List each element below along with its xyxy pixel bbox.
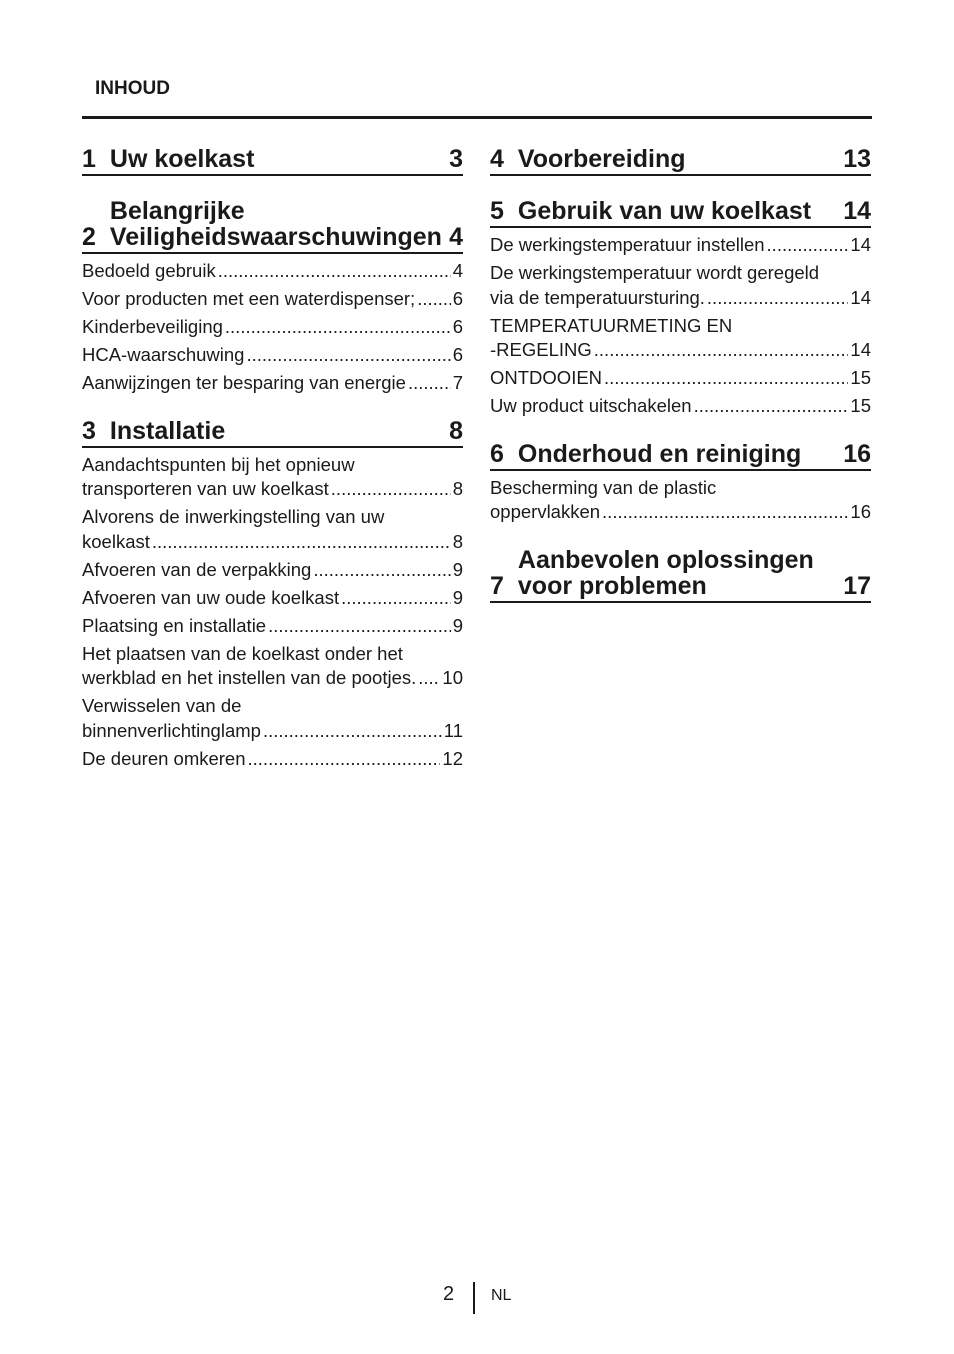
- section-page: 16: [843, 439, 871, 468]
- entry-page: 14: [850, 286, 871, 308]
- section-page: 13: [843, 145, 871, 173]
- entry-last-line: [82, 343, 463, 368]
- entry-line: Aandachtspunten bij het opnieuw: [82, 453, 355, 475]
- entry-text: Afvoeren van de verpakking: [82, 558, 312, 580]
- entry-last-line: [82, 719, 463, 744]
- entry-page: 15: [850, 395, 871, 416]
- entry-last-line: [82, 666, 463, 691]
- section-title: Installatie: [109, 416, 226, 445]
- entry-page: 4: [452, 260, 463, 281]
- leader-dots: [604, 366, 848, 391]
- toc-entry[interactable]: [82, 505, 463, 554]
- leader-dots: [594, 338, 849, 363]
- toc-section: [82, 198, 463, 396]
- entry-page: 6: [452, 288, 463, 309]
- entry-line: Verwisselen van de: [82, 695, 242, 716]
- entry-last-line: [82, 614, 463, 639]
- entry-line: Het plaatsen van de koelkast onder het: [82, 642, 403, 664]
- toc-section: [490, 146, 871, 176]
- page-number: 2: [443, 1283, 455, 1305]
- entry-text: werkblad en het instellen van de pootjes.: [82, 667, 417, 688]
- entry-text: koelkast: [82, 530, 150, 552]
- toc-entry[interactable]: [490, 233, 871, 258]
- entry-last-line: [490, 338, 871, 363]
- entry-line: TEMPERATUURMETING EN: [490, 314, 733, 336]
- entry-page: 9: [452, 558, 463, 580]
- entry-last-line: [490, 366, 871, 391]
- entry-last-line: [82, 747, 463, 772]
- entry-page: 8: [452, 530, 463, 552]
- entry-last-line: [82, 586, 463, 611]
- section-title: Belangrijke Veiligheidswaarschuwingen: [109, 197, 442, 251]
- toc-entry[interactable]: [490, 476, 871, 525]
- entry-text: Kinderbeveiliging: [82, 316, 223, 337]
- section-heading[interactable]: [82, 146, 463, 176]
- toc-entry[interactable]: [490, 366, 871, 391]
- footer-divider: [473, 1282, 475, 1314]
- toc-entry[interactable]: [490, 394, 871, 419]
- entry-text: Afvoeren van uw oude koelkast: [82, 586, 340, 608]
- section-heading[interactable]: [82, 418, 463, 448]
- section-number: 7: [490, 571, 504, 600]
- toc-section: [82, 146, 463, 176]
- entry-last-line: [82, 371, 463, 396]
- toc-entry[interactable]: [82, 315, 463, 340]
- toc-column-left: [82, 146, 463, 793]
- leader-dots: [767, 233, 849, 258]
- toc-entry[interactable]: [82, 343, 463, 368]
- toc-entry[interactable]: [82, 558, 463, 583]
- toc-entry[interactable]: [82, 694, 463, 743]
- entry-text: oppervlakken: [490, 501, 601, 522]
- leader-dots: [417, 287, 451, 312]
- leader-dots: [418, 666, 440, 691]
- entry-page: 14: [850, 339, 871, 360]
- toc-entry[interactable]: [82, 747, 463, 772]
- toc-section: [490, 547, 871, 603]
- language-code: NL: [491, 1287, 512, 1304]
- leader-dots: [152, 530, 451, 555]
- entry-last-line: [490, 233, 871, 258]
- entry-page: 9: [452, 586, 463, 608]
- section-heading[interactable]: [82, 198, 463, 254]
- entry-text: De deuren omkeren: [82, 747, 246, 769]
- leader-dots: [225, 315, 451, 340]
- section-title: Gebruik van uw koelkast: [517, 197, 812, 225]
- entry-page: 15: [850, 367, 871, 388]
- leader-dots: [341, 586, 451, 611]
- section-number: 2: [82, 223, 96, 251]
- toc-entry[interactable]: [490, 261, 871, 310]
- toc-entry[interactable]: [82, 259, 463, 284]
- entry-text: transporteren van uw koelkast: [82, 478, 329, 499]
- section-number: 3: [82, 416, 96, 445]
- entry-text: ONTDOOIEN: [490, 367, 603, 388]
- toc-entry[interactable]: [82, 642, 463, 691]
- entry-text: binnenverlichtinglamp: [82, 719, 261, 741]
- entry-last-line: [82, 315, 463, 340]
- leader-dots: [248, 747, 441, 772]
- toc-entry[interactable]: [82, 614, 463, 639]
- toc-entry[interactable]: [82, 371, 463, 396]
- entry-page: 6: [452, 344, 463, 365]
- leader-dots: [331, 477, 451, 502]
- leader-dots: [268, 614, 451, 639]
- entry-last-line: [490, 394, 871, 419]
- section-page: 4: [449, 223, 463, 251]
- entry-last-line: [82, 530, 463, 555]
- leader-dots: [707, 286, 849, 311]
- section-number: 1: [82, 145, 96, 173]
- toc-section: [82, 418, 463, 772]
- section-title: Uw koelkast: [109, 145, 255, 173]
- section-title: Voorbereiding: [517, 145, 686, 173]
- entry-page: 12: [442, 747, 463, 769]
- section-page: 14: [843, 197, 871, 225]
- entry-last-line: [82, 558, 463, 583]
- entry-page: 9: [452, 614, 463, 636]
- section-page: 8: [449, 416, 463, 445]
- section-heading[interactable]: [490, 547, 871, 603]
- entry-page: 8: [452, 478, 463, 499]
- section-title: Aanbevolen oplossingen voor problemen: [517, 545, 814, 600]
- section-number: 5: [490, 197, 504, 225]
- entry-text: via de temperatuursturing.: [490, 286, 705, 308]
- toc-entry[interactable]: [82, 586, 463, 611]
- leader-dots: [263, 719, 442, 744]
- leader-dots: [602, 500, 848, 525]
- section-heading[interactable]: [490, 198, 871, 228]
- section-title: Onderhoud en reiniging: [517, 439, 802, 468]
- toc-section: [490, 441, 871, 525]
- entry-last-line: [82, 259, 463, 284]
- entry-text: Voor producten met een waterdispenser;: [82, 288, 416, 309]
- entry-text: De werkingstemperatuur instellen: [490, 234, 765, 255]
- entry-page: 14: [850, 234, 871, 255]
- entry-line: Bescherming van de plastic: [490, 476, 717, 498]
- toc-section: [490, 198, 871, 419]
- entry-page: 7: [452, 372, 463, 393]
- entry-last-line: [82, 477, 463, 502]
- entry-page: 10: [442, 667, 463, 688]
- leader-dots: [218, 259, 451, 284]
- leader-dots: [313, 558, 450, 583]
- entry-text: HCA-waarschuwing: [82, 344, 245, 365]
- section-number: 6: [490, 439, 504, 468]
- leader-dots: [246, 343, 450, 368]
- header-rule: [82, 116, 872, 119]
- toc-entry[interactable]: [82, 453, 463, 502]
- toc-entry[interactable]: [490, 314, 871, 363]
- entry-text: Plaatsing en installatie: [82, 614, 267, 636]
- leader-dots: [694, 394, 849, 419]
- section-heading[interactable]: [490, 146, 871, 176]
- toc-column-right: [490, 146, 871, 625]
- entry-page: 11: [443, 719, 463, 741]
- entry-text: -REGELING: [490, 339, 592, 360]
- entry-line: De werkingstemperatuur wordt geregeld: [490, 262, 820, 283]
- toc-entry[interactable]: [82, 287, 463, 312]
- entry-page: 16: [850, 501, 871, 522]
- entry-text: Bedoeld gebruik: [82, 260, 216, 281]
- entry-text: Uw product uitschakelen: [490, 395, 692, 416]
- entry-last-line: [490, 286, 871, 311]
- section-page: 3: [449, 145, 463, 173]
- entry-last-line: [82, 287, 463, 312]
- entry-last-line: [490, 500, 871, 525]
- entry-line: Alvorens de inwerkingstelling van uw: [82, 506, 385, 527]
- entry-text: Aanwijzingen ter besparing van energie: [82, 372, 406, 393]
- section-number: 4: [490, 145, 504, 173]
- leader-dots: [408, 371, 451, 396]
- entry-page: 6: [452, 316, 463, 337]
- page-header: INHOUD: [95, 78, 170, 99]
- section-page: 17: [843, 571, 871, 600]
- section-heading[interactable]: [490, 441, 871, 471]
